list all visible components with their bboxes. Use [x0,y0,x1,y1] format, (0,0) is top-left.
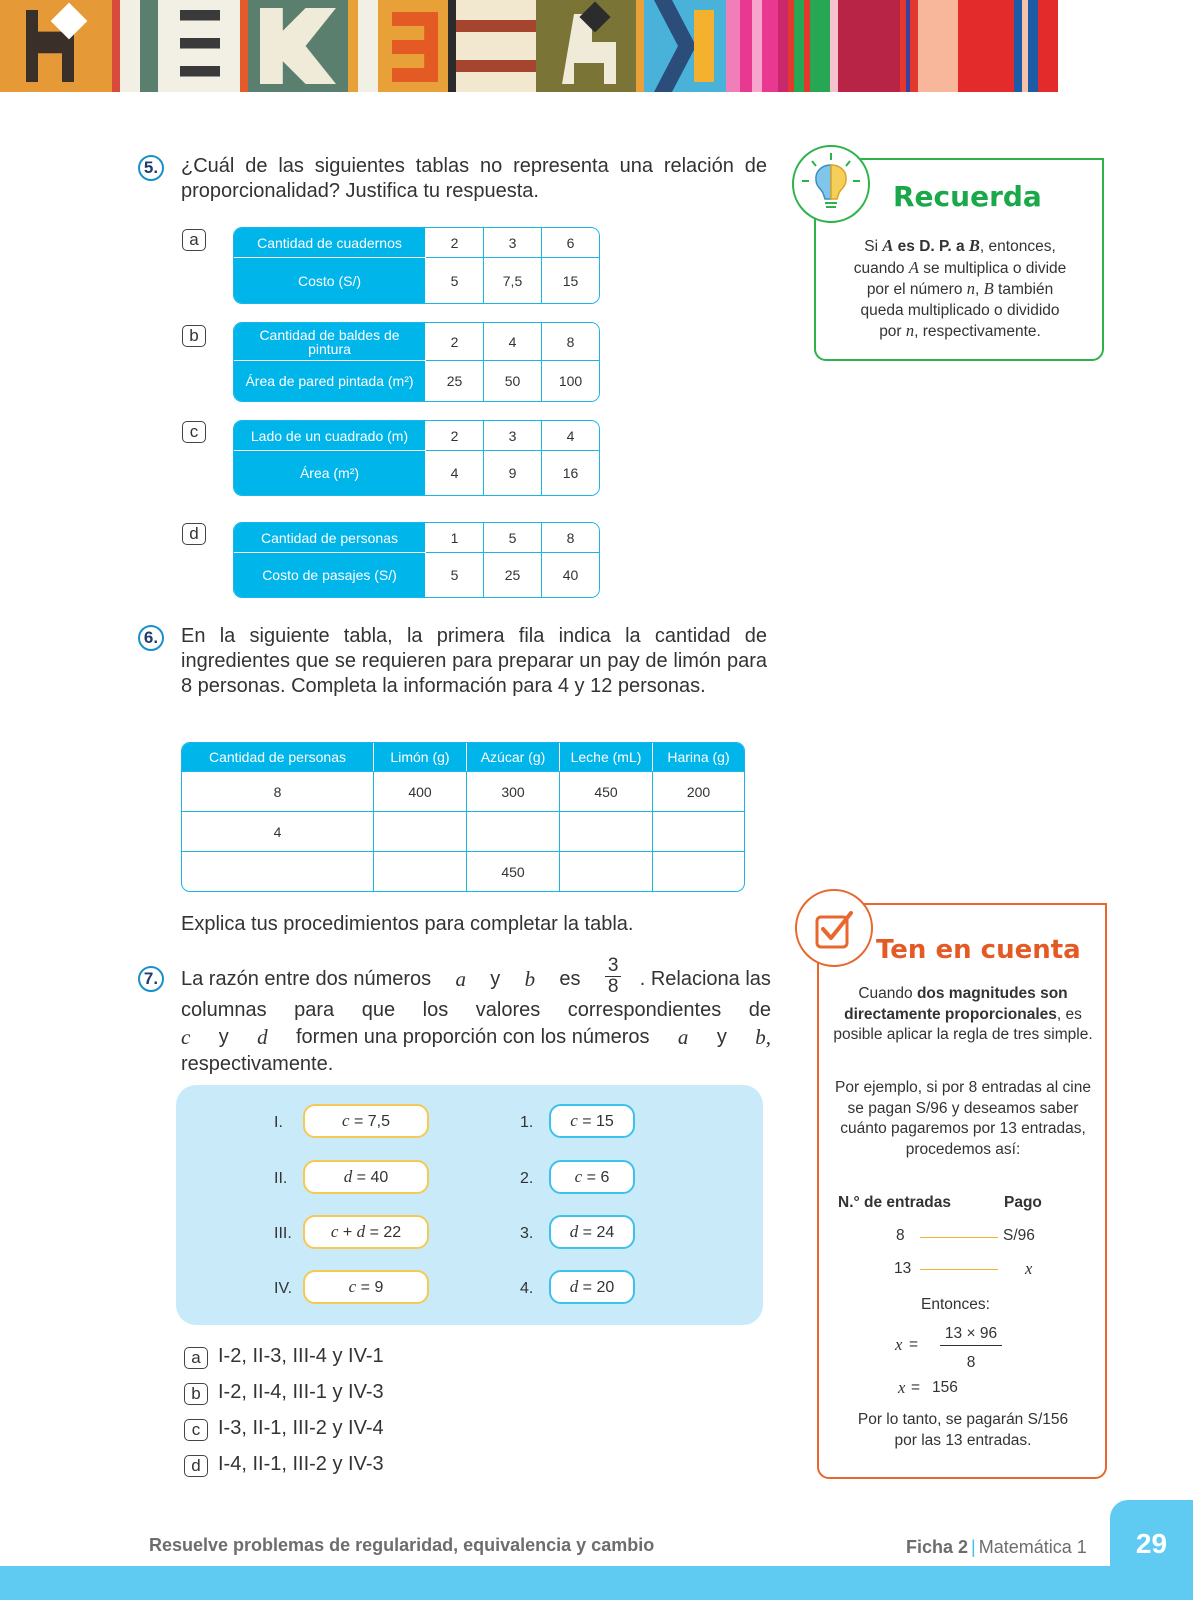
question-text: En la siguiente tabla, la primera fila indica la cantidad de ingredientes que se requieren para preparar un pay de limón para 8 personas. Completa la información para 4 y 12 personas. [181,625,767,697]
proportion-table-a [233,227,600,304]
match-item-right[interactable]: c = 15 [549,1104,635,1138]
table-row [182,851,744,891]
rule-value: 13 [894,1260,912,1277]
answer-option[interactable]: I-3, II-1, III-2 y IV-4 [218,1417,384,1439]
instruction-text: Explica tus procedimientos para completar la tabla. [181,913,634,935]
proportion-line [920,1269,998,1270]
answer-option[interactable]: I-2, II-3, III-4 y IV-1 [218,1345,384,1367]
proportion-table-d [233,522,600,598]
answer-option[interactable]: I-4, II-1, III-2 y IV-3 [218,1453,384,1475]
ten-paragraph: Por ejemplo, si por 8 entradas al cine se pagan S/96 y deseamos saber cuánto pagaremos por 13 entradas, procedemos así: [835,1079,1091,1158]
table-cell-empty[interactable] [560,851,653,891]
item-number: 2. [520,1170,534,1187]
item-number: 3. [520,1225,534,1242]
match-item-right[interactable]: d = 20 [549,1270,635,1304]
matching-panel [176,1085,763,1325]
table-cell: 8 [542,523,599,553]
column-header: Cantidad de personas [182,743,374,771]
question-number: 7. [138,966,164,992]
table-cell-empty[interactable] [374,851,467,891]
table-cell: 300 [467,771,560,811]
table-cell: 3 [484,228,542,258]
column-label: Pago [1004,1194,1042,1211]
table-cell: 40 [542,553,599,597]
equation-var: x [895,1335,903,1354]
answer-letter[interactable]: d [184,1455,208,1477]
table-cell: 8 [182,771,374,811]
equation-sign: = [909,1336,919,1353]
table-cell: 7,5 [484,258,542,303]
table-cell: 2 [426,323,484,361]
table-cell: 9 [484,451,542,495]
page-number: 29 [1135,1528,1168,1559]
banner-stripe [0,0,112,92]
table-cell: 50 [484,361,542,401]
roman-numeral: IV. [274,1280,293,1297]
column-header: Leche (mL) [560,743,653,771]
table-cell-empty[interactable] [653,811,744,851]
then-label: Entonces: [921,1296,990,1313]
answer-letter[interactable]: a [184,1347,208,1369]
table-cell: 4 [484,323,542,361]
item-number: 4. [520,1280,534,1297]
table-row-label: Costo (S/) [234,258,426,303]
recuerda-title: Recuerda [893,180,1042,213]
question-text: La razón entre dos números a y b es 3 8 . Relaciona las columnas para que los valores correspondientes de c y d formen una proporción con los números a y b, respectivamente. [181,955,771,1075]
roman-numeral: III. [274,1225,292,1242]
match-item-right[interactable]: c = 6 [549,1160,635,1194]
recuerda-text: Si A es D. P. a B, entonces, cuando A se multiplica o divide por el número n, B también queda multiplicado o dividido por n, respectivamente. [853,236,1067,340]
match-item-left[interactable]: c = 9 [303,1270,429,1304]
equation-numerator: 13 × 96 [940,1324,1002,1346]
equation-denominator: 8 [966,1354,976,1371]
table-cell: 1 [426,523,484,553]
table-cell-empty[interactable] [467,811,560,851]
rule-value: x [1025,1259,1033,1278]
result-sign: = [911,1379,921,1396]
result-var: x [898,1378,906,1397]
banner-stripe [348,0,448,92]
table-cell: 400 [374,771,467,811]
banner-stripe [536,0,636,92]
column-header: Limón (g) [374,743,467,771]
table-row [182,811,744,851]
ten-paragraph: Por lo tanto, se pagarán S/156 por las 13 entradas. [857,1411,1069,1449]
column-header: Azúcar (g) [467,743,560,771]
table-cell: 3 [484,421,542,451]
table-row [182,771,744,811]
table-cell: 16 [542,451,599,495]
question-number: 5. [138,155,164,181]
option-letter: d [182,523,206,545]
banner-stripe [120,0,240,92]
rule-value: 8 [896,1227,905,1244]
question-number: 6. [138,625,164,651]
table-cell: 450 [560,771,653,811]
rule-value: S/96 [1003,1227,1035,1244]
table-cell: 2 [426,228,484,258]
table-cell: 5 [426,258,484,303]
brain-lightbulb-icon [792,145,870,223]
table-cell: 2 [426,421,484,451]
table-cell-empty[interactable] [374,811,467,851]
banner-stripe [644,0,726,92]
ten-paragraph: Cuando dos magnitudes son directamente proporcionales, es posible aplicar la regla de tres simple. [833,985,1093,1043]
table-cell: 15 [542,258,599,303]
banner-stripe [248,0,348,92]
table-cell-empty[interactable] [560,811,653,851]
banner-stripe [456,0,536,92]
column-header: Harina (g) [653,743,744,771]
table-cell: 4 [426,451,484,495]
table-row-label: Cantidad de personas [234,523,426,553]
table-row-label: Área de pared pintada (m²) [234,361,426,401]
match-item-left[interactable]: c = 7,5 [303,1104,429,1138]
option-letter: c [182,421,206,443]
decorative-banner [0,0,1193,92]
match-item-right[interactable]: d = 24 [549,1215,635,1249]
fraction: 3 8 [605,956,622,997]
table-cell: 4 [182,811,374,851]
table-cell: 450 [467,851,560,891]
table-row-label: Lado de un cuadrado (m) [234,421,426,451]
table-cell: 6 [542,228,599,258]
table-cell: 100 [542,361,599,401]
match-item-left[interactable]: c + d = 22 [303,1215,429,1249]
table-cell: 200 [653,771,744,811]
option-letter: b [182,325,206,347]
answer-option[interactable]: I-2, II-4, III-1 y IV-3 [218,1381,384,1403]
table-cell: 5 [426,553,484,597]
footer-bar [0,1566,1193,1600]
item-number: 1. [520,1114,534,1131]
roman-numeral: I. [274,1114,283,1131]
table-row-label: Área (m²) [234,451,426,495]
table-cell: 4 [542,421,599,451]
table-cell: 25 [484,553,542,597]
table-row-label: Cantidad de baldes de pintura [234,323,426,361]
proportion-table-c [233,420,600,496]
footer-competency: Resuelve problemas de regularidad, equivalencia y cambio [149,1535,655,1555]
option-letter: a [182,229,206,251]
ingredients-table [181,742,745,892]
ten-title: Ten en cuenta [876,935,1081,965]
footer-ficha: Ficha 2 | Matemática 1 [906,1537,1087,1557]
answer-letter[interactable]: b [184,1383,208,1405]
table-cell-empty[interactable] [182,851,374,891]
proportion-line [920,1237,998,1238]
column-label: N.° de entradas [838,1194,952,1211]
table-row-label: Costo de pasajes (S/) [234,553,426,597]
table-cell: 8 [542,323,599,361]
table-cell: 5 [484,523,542,553]
question-text: ¿Cuál de las siguientes tablas no representa una relación de proporcionalidad? Justifica tu respuesta. [181,155,767,202]
proportion-table-b [233,322,600,402]
answer-letter[interactable]: c [184,1419,208,1441]
roman-numeral: II. [274,1170,288,1187]
checkbox-icon [795,889,873,967]
match-item-left[interactable]: d = 40 [303,1160,429,1194]
table-cell: 25 [426,361,484,401]
table-cell-empty[interactable] [653,851,744,891]
result-value: 156 [932,1379,958,1396]
table-row-label: Cantidad de cuadernos [234,228,426,258]
